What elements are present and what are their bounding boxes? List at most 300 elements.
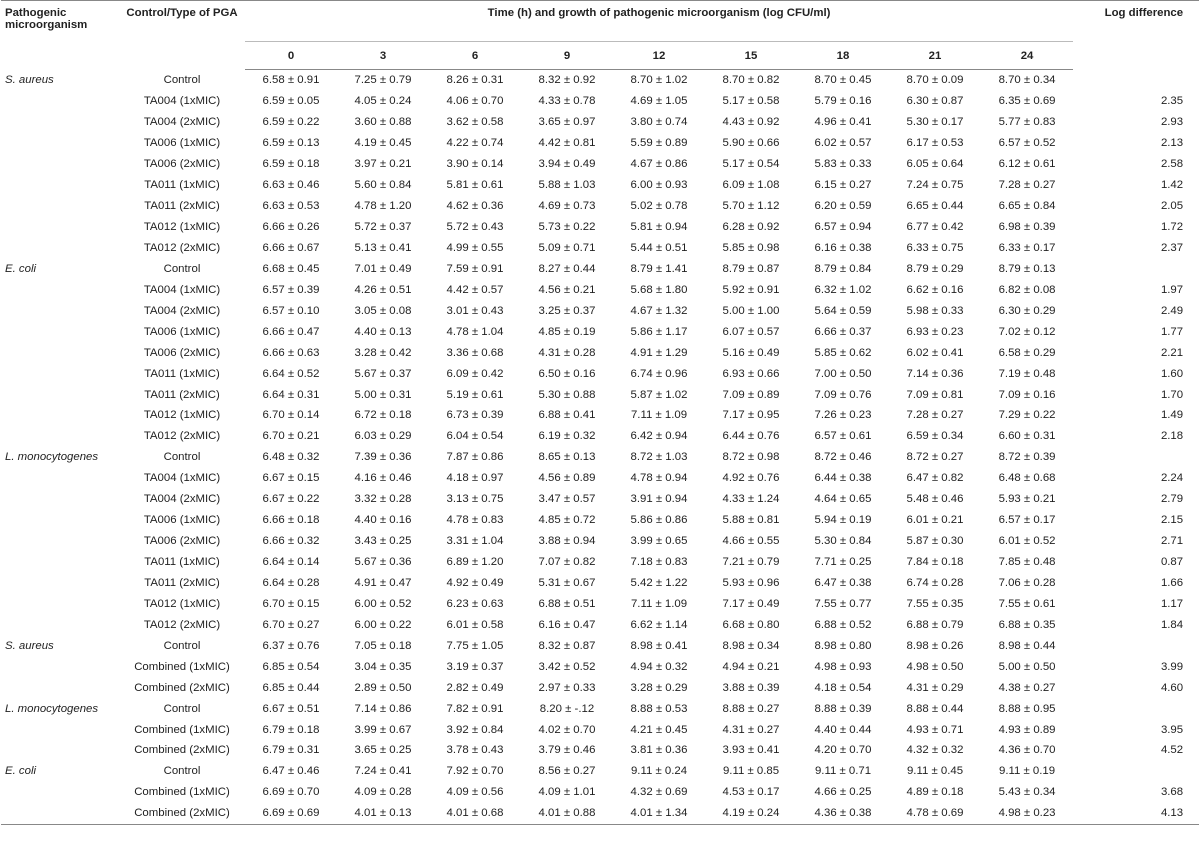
growth-value-cell: 4.02 ± 0.70 [538,723,596,736]
table-row [1,217,1199,238]
growth-value-cell: 6.64 ± 0.28 [262,576,320,589]
growth-value-cell: 6.70 ± 0.21 [262,430,320,443]
growth-value-cell: 7.24 ± 0.41 [354,765,412,778]
organism-cell [1,405,119,426]
growth-value-cell: 5.30 ± 0.84 [814,535,872,548]
growth-value-cell: 4.01 ± 0.13 [337,803,429,824]
growth-value-cell: 3.47 ± 0.57 [538,493,596,506]
control-type-cell: TA012 (1xMIC) [143,409,221,422]
growth-value-cell: 4.40 ± 0.44 [814,723,872,736]
log-difference-cell: 3.95 [1160,723,1184,736]
growth-value-cell: 4.42 ± 0.81 [538,137,596,150]
table-row [1,614,1199,635]
growth-value-cell: 4.96 ± 0.41 [814,116,872,129]
growth-value-cell: 3.62 ± 0.58 [446,116,504,129]
organism-cell: E. coli [5,262,37,275]
growth-value-cell: 4.94 ± 0.32 [630,660,688,673]
growth-value-cell: 6.57 ± 0.94 [814,221,872,234]
log-difference-cell: 1.17 [1160,597,1184,610]
growth-value-cell: 5.92 ± 0.91 [722,283,780,296]
growth-value-cell: 6.69 ± 0.69 [245,803,337,824]
organism-cell [1,573,119,594]
log-difference-cell: 4.13 [1073,803,1199,824]
growth-value-cell: 3.91 ± 0.94 [630,493,688,506]
growth-value-cell: 6.68 ± 0.45 [262,262,320,275]
growth-value-cell: 7.85 ± 0.48 [998,556,1056,569]
growth-value-cell: 6.47 ± 0.46 [262,765,320,778]
organism-cell [1,300,119,321]
growth-value-cell: 5.94 ± 0.19 [814,514,872,527]
growth-value-cell: 4.53 ± 0.17 [722,786,780,799]
log-difference-cell: 2.37 [1160,241,1184,254]
growth-value-cell: 6.77 ± 0.42 [906,221,964,234]
growth-value-cell: 6.33 ± 0.75 [906,241,964,254]
growth-value-cell: 4.16 ± 0.46 [354,472,412,485]
growth-value-cell: 6.30 ± 0.29 [998,304,1056,317]
header-time-6: 6 [429,42,521,70]
growth-value-cell: 6.70 ± 0.27 [262,618,320,631]
table-row [1,510,1199,531]
growth-value-cell: 6.66 ± 0.37 [814,325,872,338]
growth-value-cell: 4.32 ± 0.32 [906,744,964,757]
growth-value-cell: 4.66 ± 0.55 [722,535,780,548]
growth-value-cell: 7.87 ± 0.86 [446,451,504,464]
growth-value-cell: 7.09 ± 0.16 [998,388,1056,401]
growth-value-cell: 3.28 ± 0.42 [354,346,412,359]
organism-cell [1,133,119,154]
growth-value-cell: 6.89 ± 1.20 [446,556,504,569]
growth-value-cell: 6.47 ± 0.82 [906,472,964,485]
growth-value-cell: 8.20 ± -.12 [539,702,595,715]
header-time-9: 9 [521,42,613,70]
growth-value-cell: 6.01 ± 0.52 [998,535,1056,548]
log-difference-cell: 2.18 [1160,430,1184,443]
control-type-cell: TA006 (2xMIC) [143,535,221,548]
growth-value-cell: 8.72 ± 0.98 [722,451,780,464]
log-difference-cell: 1.66 [1160,576,1184,589]
growth-value-cell: 7.09 ± 0.76 [814,388,872,401]
table-row [1,112,1199,133]
growth-value-cell: 6.30 ± 0.87 [906,95,964,108]
growth-value-cell: 7.29 ± 0.22 [998,409,1056,422]
growth-value-cell: 6.01 ± 0.21 [906,514,964,527]
growth-value-cell: 8.79 ± 1.41 [630,262,688,275]
table-row [1,447,1199,468]
growth-value-cell: 6.12 ± 0.61 [998,158,1056,171]
growth-value-cell: 5.85 ± 0.98 [722,241,780,254]
growth-value-cell: 6.50 ± 0.16 [538,367,596,380]
growth-value-cell: 8.88 ± 0.44 [906,702,964,715]
growth-value-cell: 8.32 ± 0.87 [538,639,596,652]
control-type-cell: TA012 (1xMIC) [143,597,221,610]
header-time-18: 18 [797,42,889,70]
growth-value-cell: 8.98 ± 0.34 [722,639,780,652]
growth-value-cell: 6.16 ± 0.38 [814,241,872,254]
log-difference-cell [1073,635,1199,656]
growth-value-cell: 8.88 ± 0.39 [814,702,872,715]
growth-value-cell: 4.94 ± 0.21 [722,660,780,673]
growth-value-cell: 5.87 ± 1.02 [630,388,688,401]
growth-value-cell: 4.78 ± 0.94 [630,472,688,485]
log-difference-cell: 1.77 [1160,325,1184,338]
growth-value-cell: 7.14 ± 0.36 [906,367,964,380]
log-difference-cell: 2.15 [1160,514,1184,527]
growth-value-cell: 4.33 ± 0.78 [538,95,596,108]
control-type-cell: TA011 (1xMIC) [144,556,220,569]
growth-value-cell: 7.92 ± 0.70 [446,765,504,778]
organism-cell [1,593,119,614]
log-difference-cell: 2.13 [1160,137,1184,150]
growth-value-cell: 6.67 ± 0.22 [262,493,320,506]
growth-value-cell: 9.11 ± 0.45 [906,765,964,778]
header-control-type: Control/Type of PGA [126,7,238,19]
growth-value-cell: 6.70 ± 0.14 [262,409,320,422]
growth-value-cell: 6.82 ± 0.08 [998,283,1056,296]
growth-value-cell: 5.19 ± 0.61 [446,388,504,401]
organism-cell [1,677,119,698]
growth-value-cell: 4.22 ± 0.74 [446,137,504,150]
growth-value-cell: 4.33 ± 1.24 [722,493,780,506]
organism-cell [1,719,119,740]
growth-value-cell: 6.72 ± 0.18 [354,409,412,422]
growth-value-cell: 8.27 ± 0.44 [538,262,596,275]
growth-value-cell: 8.88 ± 0.27 [722,702,780,715]
organism-cell [1,614,119,635]
growth-value-cell: 6.23 ± 0.63 [446,597,504,610]
control-type-cell: TA006 (2xMIC) [143,346,221,359]
log-difference-cell: 1.60 [1160,367,1184,380]
growth-value-cell: 3.94 ± 0.49 [538,158,596,171]
table-row [1,91,1199,112]
growth-value-cell: 4.21 ± 0.45 [630,723,688,736]
growth-value-cell: 5.00 ± 0.31 [354,388,412,401]
growth-value-cell: 5.43 ± 0.34 [998,786,1056,799]
table-row [1,426,1199,447]
organism-cell: S. aureus [5,74,54,87]
growth-value-cell: 8.79 ± 0.87 [722,262,780,275]
growth-value-cell: 4.06 ± 0.70 [446,95,504,108]
growth-value-cell: 3.19 ± 0.37 [446,660,504,673]
growth-value-cell: 4.69 ± 0.73 [538,200,596,213]
growth-value-cell: 7.55 ± 0.61 [998,597,1056,610]
growth-value-cell: 6.57 ± 0.61 [814,430,872,443]
growth-value-cell: 6.93 ± 0.23 [906,325,964,338]
header-log-difference: Log difference [1104,7,1184,19]
growth-value-cell: 4.26 ± 0.51 [354,283,412,296]
growth-value-cell: 6.09 ± 0.42 [446,367,504,380]
growth-value-cell: 7.55 ± 0.77 [814,597,872,610]
control-type-cell: Combined (2xMIC) [119,803,245,824]
growth-value-cell: 7.75 ± 1.05 [446,639,504,652]
growth-value-cell: 4.62 ± 0.36 [446,200,504,213]
growth-value-cell: 4.85 ± 0.19 [538,325,596,338]
growth-value-cell: 6.67 ± 0.15 [262,472,320,485]
growth-value-cell: 5.17 ± 0.54 [722,158,780,171]
table-row [1,258,1199,279]
growth-value-cell: 6.88 ± 0.35 [998,618,1056,631]
growth-value-cell: 7.14 ± 0.86 [354,702,412,715]
growth-value-cell: 6.93 ± 0.66 [722,367,780,380]
growth-value-cell: 8.79 ± 0.84 [814,262,872,275]
growth-value-cell: 7.01 ± 0.49 [354,262,412,275]
growth-value-cell: 7.11 ± 1.09 [630,597,688,610]
growth-value-cell: 5.13 ± 0.41 [354,241,412,254]
growth-value-cell: 6.58 ± 0.29 [998,346,1056,359]
growth-value-cell: 8.72 ± 0.39 [998,451,1056,464]
growth-value-cell: 4.85 ± 0.72 [538,514,596,527]
growth-value-cell: 6.88 ± 0.52 [814,618,872,631]
growth-value-cell: 6.37 ± 0.76 [262,639,320,652]
log-difference-cell: 1.84 [1160,618,1184,631]
growth-value-cell: 6.88 ± 0.79 [906,618,964,631]
growth-value-cell: 5.68 ± 1.80 [630,283,688,296]
growth-value-cell: 5.30 ± 0.88 [538,388,596,401]
growth-value-cell: 3.13 ± 0.75 [446,493,504,506]
growth-value-cell: 9.11 ± 0.71 [814,765,872,778]
growth-value-cell: 6.85 ± 0.54 [262,660,320,673]
growth-value-cell: 6.57 ± 0.39 [262,283,320,296]
growth-value-cell: 5.86 ± 1.17 [630,325,688,338]
growth-value-cell: 3.05 ± 0.08 [354,304,412,317]
control-type-cell: TA012 (2xMIC) [143,430,221,443]
header-time-0: 0 [245,42,337,70]
control-type-cell: Combined (2xMIC) [134,681,230,694]
growth-value-cell: 5.72 ± 0.43 [446,221,504,234]
growth-value-cell: 5.86 ± 0.86 [630,514,688,527]
growth-value-cell: 6.70 ± 0.15 [262,597,320,610]
growth-value-cell: 3.36 ± 0.68 [446,346,504,359]
organism-cell: L. monocytogenes [5,451,99,464]
table-row [1,677,1199,698]
growth-value-cell: 7.71 ± 0.25 [814,556,872,569]
growth-value-cell: 7.09 ± 0.81 [906,388,964,401]
organism-cell [1,740,119,761]
table-row [1,552,1199,573]
header-time-24: 24 [981,42,1073,70]
log-difference-cell: 2.58 [1160,158,1184,171]
control-type-cell: Control [163,74,201,87]
growth-value-cell: 8.88 ± 0.53 [630,702,688,715]
header-time-15: 15 [705,42,797,70]
table-row [1,154,1199,175]
growth-value-cell: 5.16 ± 0.49 [722,346,780,359]
growth-value-cell: 6.47 ± 0.38 [814,576,872,589]
growth-value-cell: 6.05 ± 0.64 [906,158,964,171]
growth-value-cell: 6.59 ± 0.18 [262,158,320,171]
growth-value-cell: 6.16 ± 0.47 [538,618,596,631]
control-type-cell: TA011 (2xMIC) [144,388,220,401]
growth-value-cell: 8.98 ± 0.41 [630,639,688,652]
table-row [1,70,1199,91]
organism-cell [1,112,119,133]
log-difference-cell: 2.71 [1160,535,1184,548]
control-type-cell: Combined (1xMIC) [134,660,230,673]
growth-value-cell: 6.98 ± 0.39 [998,221,1056,234]
growth-value-cell: 5.73 ± 0.22 [538,221,596,234]
growth-value-cell: 7.17 ± 0.95 [722,409,780,422]
growth-value-cell: 6.64 ± 0.52 [262,367,320,380]
growth-value-cell: 5.77 ± 0.83 [998,116,1056,129]
growth-value-cell: 6.62 ± 0.16 [906,283,964,296]
growth-value-cell: 6.57 ± 0.52 [998,137,1056,150]
growth-value-cell: 4.99 ± 0.55 [446,241,504,254]
growth-value-cell: 4.93 ± 0.71 [906,723,964,736]
growth-value-cell: 6.74 ± 0.96 [630,367,688,380]
control-type-cell: TA006 (1xMIC) [143,137,221,150]
growth-value-cell: 3.81 ± 0.36 [630,744,688,757]
header-time-12: 12 [613,42,705,70]
log-difference-cell: 2.49 [1160,304,1184,317]
growth-value-cell: 7.02 ± 0.12 [998,325,1056,338]
organism-cell: S. aureus [5,639,54,652]
growth-value-cell: 6.85 ± 0.44 [262,681,320,694]
growth-value-cell: 6.65 ± 0.44 [906,200,964,213]
growth-value-cell: 7.06 ± 0.28 [998,576,1056,589]
header-time-group: Time (h) and growth of pathogenic microorganism (log CFU/ml) [245,1,1073,42]
growth-value-cell: 6.59 ± 0.34 [906,430,964,443]
growth-value-cell: 8.98 ± 0.26 [906,639,964,652]
growth-value-cell: 6.69 ± 0.70 [262,786,320,799]
growth-value-cell: 8.72 ± 0.27 [906,451,964,464]
growth-value-cell: 6.28 ± 0.92 [722,221,780,234]
growth-value-cell: 6.74 ± 0.28 [906,576,964,589]
growth-value-cell: 4.01 ± 0.68 [429,803,521,824]
growth-value-cell: 8.32 ± 0.92 [538,74,596,87]
growth-value-cell: 3.88 ± 0.94 [538,535,596,548]
growth-value-cell: 8.72 ± 1.03 [630,451,688,464]
growth-value-cell: 4.91 ± 0.47 [354,576,412,589]
growth-value-cell: 6.66 ± 0.67 [262,241,320,254]
growth-value-cell: 3.78 ± 0.43 [446,744,504,757]
organism-cell [1,342,119,363]
control-type-cell: Control [163,702,201,715]
growth-value-cell: 8.70 ± 0.34 [998,74,1056,87]
growth-value-cell: 6.63 ± 0.53 [262,200,320,213]
growth-value-cell: 5.00 ± 0.50 [998,660,1056,673]
growth-value-cell: 6.33 ± 0.17 [998,241,1056,254]
growth-value-cell: 5.70 ± 1.12 [722,200,780,213]
growth-value-cell: 6.66 ± 0.26 [262,221,320,234]
growth-value-cell: 7.00 ± 0.50 [814,367,872,380]
growth-value-cell: 6.01 ± 0.58 [446,618,504,631]
growth-value-cell: 6.59 ± 0.22 [262,116,320,129]
growth-value-cell: 8.65 ± 0.13 [538,451,596,464]
log-difference-cell: 2.93 [1160,116,1184,129]
growth-value-cell: 4.92 ± 0.49 [446,576,504,589]
growth-value-cell: 8.72 ± 0.46 [814,451,872,464]
growth-value-cell: 4.92 ± 0.76 [722,472,780,485]
growth-value-cell: 7.59 ± 0.91 [446,262,504,275]
growth-value-cell: 6.42 ± 0.94 [630,430,688,443]
organism-cell [1,91,119,112]
control-type-cell: TA006 (2xMIC) [143,158,221,171]
growth-value-cell: 4.18 ± 0.54 [814,681,872,694]
log-difference-cell [1073,761,1199,782]
growth-value-cell: 6.44 ± 0.38 [814,472,872,485]
organism-cell [1,363,119,384]
growth-value-cell: 8.70 ± 0.45 [814,74,872,87]
growth-value-cell: 3.01 ± 0.43 [446,304,504,317]
growth-value-cell: 4.64 ± 0.65 [814,493,872,506]
growth-value-cell: 5.09 ± 0.71 [538,241,596,254]
table-header [1,1,1199,70]
growth-value-cell: 5.90 ± 0.66 [722,137,780,150]
growth-value-cell: 5.72 ± 0.37 [354,221,412,234]
growth-value-cell: 5.87 ± 0.30 [906,535,964,548]
growth-value-cell: 8.79 ± 0.29 [906,262,964,275]
control-type-cell: Control [163,639,201,652]
table-row [1,363,1199,384]
growth-value-cell: 8.56 ± 0.27 [538,765,596,778]
growth-value-cell: 3.28 ± 0.29 [630,681,688,694]
growth-value-cell: 7.21 ± 0.79 [722,556,780,569]
growth-value-cell: 6.02 ± 0.41 [906,346,964,359]
growth-value-cell: 3.93 ± 0.41 [722,744,780,757]
growth-value-cell: 5.60 ± 0.84 [354,179,412,192]
growth-table [1,0,1199,825]
growth-value-cell: 3.80 ± 0.74 [630,116,688,129]
table-row [1,593,1199,614]
organism-cell [1,238,119,259]
growth-value-cell: 7.28 ± 0.27 [906,409,964,422]
log-difference-cell [1073,258,1199,279]
growth-value-cell: 7.39 ± 0.36 [354,451,412,464]
control-type-cell: TA004 (2xMIC) [143,116,221,129]
growth-value-cell: 9.11 ± 0.24 [630,765,688,778]
log-difference-cell: 2.35 [1160,95,1184,108]
growth-value-cell: 5.48 ± 0.46 [906,493,964,506]
organism-cell [1,426,119,447]
organism-cell [1,552,119,573]
growth-value-cell: 6.15 ± 0.27 [814,179,872,192]
growth-value-cell: 5.83 ± 0.33 [814,158,872,171]
growth-value-cell: 6.58 ± 0.91 [262,74,320,87]
growth-value-cell: 3.99 ± 0.67 [354,723,412,736]
growth-value-cell: 4.56 ± 0.89 [538,472,596,485]
growth-value-cell: 7.84 ± 0.18 [906,556,964,569]
growth-value-cell: 6.79 ± 0.18 [262,723,320,736]
log-difference-cell: 4.52 [1160,744,1184,757]
growth-value-cell: 4.89 ± 0.18 [906,786,964,799]
control-type-cell: TA011 (2xMIC) [144,576,220,589]
table-row [1,656,1199,677]
growth-value-cell: 4.36 ± 0.38 [797,803,889,824]
growth-value-cell: 3.32 ± 0.28 [354,493,412,506]
control-type-cell: TA012 (1xMIC) [143,221,221,234]
growth-value-cell: 4.69 ± 1.05 [630,95,688,108]
table-row [1,405,1199,426]
table-row [1,321,1199,342]
growth-value-cell: 6.04 ± 0.54 [446,430,504,443]
organism-cell [1,279,119,300]
log-difference-cell: 3.68 [1160,786,1184,799]
growth-value-cell: 4.78 ± 1.04 [446,325,504,338]
table-body [1,70,1199,825]
growth-value-cell: 6.63 ± 0.46 [262,179,320,192]
organism-cell [1,468,119,489]
growth-value-cell: 4.40 ± 0.16 [354,514,412,527]
growth-value-cell: 5.30 ± 0.17 [906,116,964,129]
growth-value-cell: 5.81 ± 0.61 [446,179,504,192]
growth-value-cell: 4.19 ± 0.45 [354,137,412,150]
growth-value-cell: 6.02 ± 0.57 [814,137,872,150]
control-type-cell: Control [163,262,201,275]
growth-value-cell: 4.31 ± 0.29 [906,681,964,694]
organism-cell [1,321,119,342]
growth-value-cell: 8.26 ± 0.31 [446,74,504,87]
growth-value-cell: 4.01 ± 1.34 [613,803,705,824]
growth-value-cell: 3.97 ± 0.21 [354,158,412,171]
